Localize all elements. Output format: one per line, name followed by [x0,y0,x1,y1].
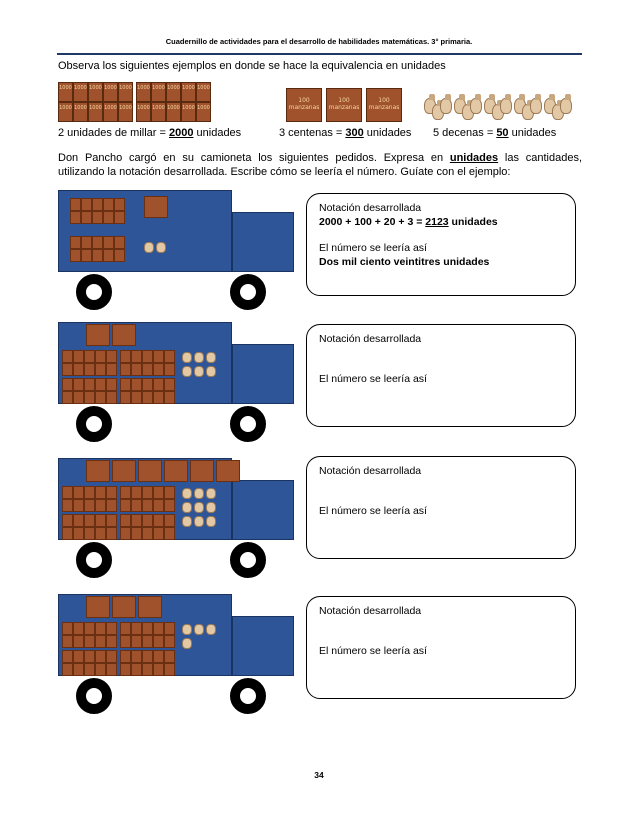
thousand-box-icon [103,211,114,224]
thousand-box-icon [120,391,131,404]
thousand-box-icon [120,635,131,648]
hundred-box-icon [112,460,136,482]
thousand-box-icon [84,363,95,376]
thousand-box-icon [164,527,175,540]
reading-label: El número se leería así [319,505,427,517]
eq-value: 2000 [168,127,194,139]
thousand-box-icon [153,499,164,512]
thousand-box-icon [73,635,84,648]
thousand-box-icon: 1000 [196,102,211,122]
thousand-box-icon [62,350,73,363]
thousand-box-icon [62,663,73,676]
wheel-icon [230,678,266,714]
thousand-box-icon [142,527,153,540]
apple-sack-icon [206,352,216,363]
apple-sack-icon [182,502,192,513]
thousand-box-icon [153,363,164,376]
thousand-box-icon [164,391,175,404]
thousand-box-icon [164,650,175,663]
thousand-box-icon [114,211,125,224]
thousand-box-icon [164,486,175,499]
apple-sack-icon [144,242,154,253]
thousand-box-icon [73,350,84,363]
thousand-box-icon [84,391,95,404]
notation-expression: 2000 + 100 + 20 + 3 = [319,216,426,228]
thousand-box-icon [95,514,106,527]
thousand-box-icon [106,378,117,391]
thousand-box-icon [164,663,175,676]
thousand-box-icon [92,249,103,262]
thousand-box-icon [73,499,84,512]
hundred-box-icon [86,460,110,482]
apple-sack-icon [194,502,204,513]
thousand-box-icon [62,622,73,635]
thousand-box-icon [73,514,84,527]
thousand-box-icon [73,650,84,663]
thousand-box-icon: 1000 [196,82,211,102]
intro-text: Observa los siguientes ejemplos en donde se hace la equivalencia en unidades [58,60,446,72]
thousand-box-icon [106,527,117,540]
thousand-box-icon [84,663,95,676]
thousand-box-icon [106,363,117,376]
thousand-box-icon [164,514,175,527]
apple-sack-icon [182,624,192,635]
truck-example [58,190,298,310]
thousand-box-icon [84,378,95,391]
thousand-box-icon [106,486,117,499]
thousand-box-icon [62,514,73,527]
eq-suffix: unidades [508,127,557,139]
thousand-box-icon [120,650,131,663]
thousand-box-icon [84,622,95,635]
thousand-box-icon [142,363,153,376]
notation-value [319,216,575,230]
thousand-box-icon: 1000 [166,102,181,122]
truck-cab [232,344,294,404]
eq-prefix: 3 centenas = [279,127,346,139]
thousand-box-icon [106,650,117,663]
thousand-box-icon [81,249,92,262]
thousand-box-icon [81,211,92,224]
thousand-box-icon [73,391,84,404]
thousand-box-icon [164,378,175,391]
apple-sack-icon [206,366,216,377]
thousand-box-icon [84,650,95,663]
apple-sack-icon [182,366,192,377]
thousand-box-icon: 1000 [88,82,103,102]
thousand-box-icon [84,527,95,540]
thousand-box-icon [62,486,73,499]
apple-sack-icon [182,488,192,499]
thousand-box-icon: 1000 [181,102,196,122]
thousand-box-icon [95,499,106,512]
thousand-box-icon [70,236,81,249]
thousand-box-icon [131,391,142,404]
thousand-box-icon [62,378,73,391]
thousand-box-icon [114,236,125,249]
thousand-box-icon [106,391,117,404]
thousand-box-icon [106,663,117,676]
reading-label: El número se leería así [319,242,427,254]
reading-input[interactable] [319,519,575,533]
hundred-box-icon [144,196,168,218]
apple-sack-icon [182,638,192,649]
equivalence-tens [433,127,556,139]
apple-sack-icon [182,516,192,527]
notation-input[interactable] [319,619,575,633]
apple-sack-icon [440,98,452,114]
wheel-icon [76,406,112,442]
apple-sack-icon [194,488,204,499]
reading-value: Dos mil ciento veintitres unidades [319,256,490,268]
truck-exercise-2 [58,458,298,578]
thousand-box-icon: 1000 [58,82,73,102]
thousand-box-icon [153,378,164,391]
thousand-box-icon [120,663,131,676]
apple-sack-icon [194,624,204,635]
notation-label: Notación desarrollada [319,202,422,214]
thousand-box-icon [62,650,73,663]
thousand-box-icon [92,198,103,211]
thousand-box-icon [153,514,164,527]
thousand-box-icon [120,622,131,635]
thousand-box-icon [114,198,125,211]
thousand-box-icon [142,663,153,676]
apple-sack-icon [206,488,216,499]
thousand-box-icon [120,514,131,527]
answer-box-1[interactable] [306,324,576,427]
thousand-box-icon [73,527,84,540]
thousand-box-icon [142,650,153,663]
notation-label: Notación desarrollada [319,465,422,477]
answer-box-3[interactable] [306,596,576,699]
notation-unit: unidades [448,216,498,228]
thousand-box-icon: 1000 [118,82,133,102]
apple-sack-icon [194,352,204,363]
apple-sack-icon [194,516,204,527]
hundred-box-icon: 100 manzanas [326,88,362,122]
thousand-box-icon [70,211,81,224]
apple-sack-icon [500,98,512,114]
apple-sack-icon [182,352,192,363]
eq-value: 300 [345,127,364,139]
thousand-box-icon: 1000 [118,102,133,122]
apple-sack-icon [206,502,216,513]
thousand-box-icon [120,350,131,363]
notation-label: Notación desarrollada [319,333,422,345]
thousand-box-icon [70,249,81,262]
thousand-box-icon [131,622,142,635]
truck-cab [232,480,294,540]
wheel-icon [76,678,112,714]
thousand-box-icon [106,499,117,512]
header-rule [57,53,582,55]
thousand-box-icon [164,363,175,376]
thousand-box-icon [131,635,142,648]
thousand-box-icon [164,635,175,648]
thousand-box-icon [153,650,164,663]
thousand-box-icon [164,350,175,363]
truck-exercise-1 [58,322,298,442]
thousand-box-icon [73,486,84,499]
hundred-box-icon [112,596,136,618]
notation-label: Notación desarrollada [319,605,422,617]
thousand-box-icon [114,249,125,262]
thousand-box-icon [142,514,153,527]
thousand-box-icon [95,635,106,648]
thousand-box-icon [131,650,142,663]
thousand-box-icon [153,527,164,540]
eq-value: 50 [496,127,509,139]
reading-label: El número se leería así [319,645,427,657]
truck-cab [232,212,294,272]
thousand-box-icon [142,391,153,404]
wheel-icon [230,406,266,442]
thousand-box-icon [164,622,175,635]
thousand-box-icon [153,635,164,648]
thousand-box-icon: 1000 [103,82,118,102]
thousand-box-icon [70,198,81,211]
thousand-box-icon [84,635,95,648]
apple-sack-icon [194,366,204,377]
thousand-box-icon [95,391,106,404]
thousand-box-icon [84,486,95,499]
thousand-box-icon [131,663,142,676]
page-number: 34 [314,770,324,780]
instructions-paragraph [58,151,582,179]
wheel-icon [76,542,112,578]
hundred-box-icon [138,460,162,482]
wheel-icon [230,542,266,578]
thousand-box-icon [120,499,131,512]
wheel-icon [76,274,112,310]
thousand-box-icon: 1000 [136,102,151,122]
thousand-box-icon [73,622,84,635]
hundred-box-icon [138,596,162,618]
thousand-box-icon [84,499,95,512]
thousand-box-icon [131,527,142,540]
hundred-box-icon [86,324,110,346]
thousand-box-icon [142,486,153,499]
thousand-box-icon [95,622,106,635]
thousand-box-icon [95,350,106,363]
thousand-box-icon [62,527,73,540]
wheel-icon [230,274,266,310]
hundred-box-icon [216,460,240,482]
thousand-box-icon [153,622,164,635]
notation-input[interactable] [319,479,575,493]
eq-suffix: unidades [193,127,242,139]
apple-sack-icon [206,516,216,527]
thousand-box-icon [131,363,142,376]
thousand-box-icon [103,236,114,249]
thousand-box-icon: 1000 [151,82,166,102]
thousand-box-icon [92,211,103,224]
reading-input[interactable] [319,659,575,673]
thousand-box-icon: 1000 [151,102,166,122]
thousand-box-icon [142,499,153,512]
thousand-box-icon: 1000 [181,82,196,102]
apple-sack-icon [470,98,482,114]
thousand-box-icon [95,663,106,676]
notation-result: 2123 [425,216,449,228]
thousand-box-icon [153,486,164,499]
thousand-box-icon [153,663,164,676]
thousand-box-icon [62,363,73,376]
thousand-box-icon [120,527,131,540]
thousand-box-icon [131,486,142,499]
thousand-box-icon [142,622,153,635]
thousand-box-icon [84,350,95,363]
thousand-box-icon [95,527,106,540]
thousand-box-icon [103,198,114,211]
thousand-box-icon [73,378,84,391]
thousand-box-icon [120,363,131,376]
eq-prefix: 2 unidades de millar = [58,127,169,139]
thousand-box-icon [142,350,153,363]
apple-sack-icon [530,98,542,114]
thousand-box-icon [153,350,164,363]
reading-label: El número se leería así [319,373,427,385]
hundred-box-icon: 100 manzanas [286,88,322,122]
equivalence-thousands [58,127,241,139]
thousand-box-icon [73,363,84,376]
page-header: Cuadernillo de actividades para el desarrollo de habilidades matemáticas. 3° primaria. [165,37,473,46]
thousand-box-icon [73,663,84,676]
thousand-box-icon [153,391,164,404]
thousand-box-icon [131,499,142,512]
thousand-box-icon [95,486,106,499]
eq-suffix: unidades [363,127,412,139]
reading-input[interactable] [319,387,575,401]
thousand-box-icon [84,514,95,527]
thousand-box-icon [120,486,131,499]
thousand-box-icon [106,622,117,635]
thousand-box-icon: 1000 [73,82,88,102]
hundred-box-icon [164,460,188,482]
notation-input[interactable] [319,347,575,361]
thousand-box-icon [95,650,106,663]
thousand-box-icon [142,635,153,648]
thousand-box-icon [131,350,142,363]
instructions-before: Don Pancho cargó en su camioneta los siguientes pedidos. Expresa en [58,152,450,164]
thousand-box-icon: 1000 [88,102,103,122]
thousand-box-icon [106,635,117,648]
thousand-box-icon [106,350,117,363]
truck-exercise-3 [58,594,298,714]
thousand-box-icon [62,391,73,404]
instructions-emphasis: unidades [449,152,499,164]
thousand-box-icon [81,236,92,249]
apple-sack-icon [156,242,166,253]
thousand-box-icon: 1000 [166,82,181,102]
hundred-box-icon: 100 manzanas [366,88,402,122]
thousand-box-icon: 1000 [58,102,73,122]
thousand-box-icon [103,249,114,262]
thousand-box-icon [95,378,106,391]
thousand-box-icon [142,378,153,391]
thousand-box-icon [164,499,175,512]
thousand-box-icon: 1000 [103,102,118,122]
answer-box-example [306,193,576,296]
eq-prefix: 5 decenas = [433,127,497,139]
truck-cab [232,616,294,676]
hundred-box-icon [86,596,110,618]
thousand-box-icon [62,635,73,648]
thousand-box-icon [81,198,92,211]
answer-box-2[interactable] [306,456,576,559]
thousand-box-icon: 1000 [73,102,88,122]
thousand-box-icon [95,363,106,376]
thousand-box-icon [120,378,131,391]
thousand-box-icon [92,236,103,249]
examples-illustration [58,78,582,124]
apple-sack-icon [206,624,216,635]
instructions-after: las cantidades, utilizando la notación desarrollada. Escribe cómo se leería el número. Guíate con el ejemplo: [58,152,583,178]
thousand-box-icon [131,378,142,391]
thousand-box-icon: 1000 [136,82,151,102]
hundred-box-icon [190,460,214,482]
thousand-box-icon [62,499,73,512]
thousand-box-icon [106,514,117,527]
equivalence-hundreds [279,127,411,139]
hundred-box-icon [112,324,136,346]
apple-sack-icon [560,98,572,114]
thousand-box-icon [131,514,142,527]
